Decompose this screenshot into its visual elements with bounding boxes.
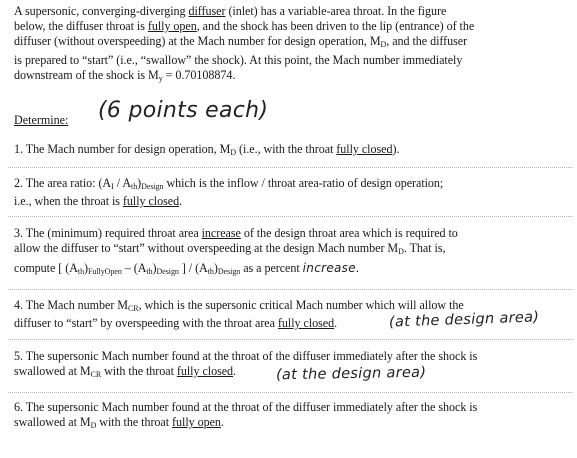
divider-1 bbox=[8, 167, 573, 168]
divider-3 bbox=[8, 289, 573, 290]
question-3 bbox=[14, 226, 570, 280]
diffuser-term: diffuser bbox=[188, 4, 226, 18]
question-5-line-2: swallowed at $M_{CR}$ with the throat fully closed. bbox=[14, 364, 237, 380]
question-1: 1. The Mach number for design operation, $M_D$ (i.e., with the throat fully closed). bbox=[14, 142, 400, 157]
handwritten-increase-note: increase. bbox=[302, 261, 361, 276]
determine-label: Determine: bbox=[14, 113, 69, 127]
divider-5 bbox=[8, 392, 573, 393]
increase-term: increase bbox=[201, 226, 241, 240]
handwritten-points-note: (6 points each) bbox=[98, 98, 269, 123]
question-4-line-1: 4. The Mach number $M_{CR}$, which is the supersonic critical Mach number which will allow the bbox=[14, 298, 464, 313]
question-6-line-2: swallowed at $M_D$ with the throat fully open. bbox=[14, 415, 224, 431]
question-6 bbox=[14, 400, 570, 433]
question-4-line-2: diffuser to “start” by overspeeding with the throat area fully closed. bbox=[14, 316, 338, 331]
question-2 bbox=[14, 176, 570, 209]
question-2-line-2: i.e., when the throat is fully closed. bbox=[14, 194, 183, 209]
question-3-line-3: compute [ $(A_{th})_{FullyOpen} - (A_{th})_{Design}$ ] / $(A_{th})_{Design}$ as a percent increase. bbox=[14, 261, 361, 277]
question-5-line-1: 5. The supersonic Mach number found at the throat of the diffuser immediately after the shock is bbox=[14, 349, 478, 363]
handwritten-design-area-note-2: (at the design area) bbox=[275, 364, 427, 384]
question-2-line-1: 2. The area ratio: $(A_I / A_{th})_{Design}$ which is the inflow / throat area-ratio of design operation; bbox=[14, 176, 444, 191]
intro-line-3: diffuser (without overspeeding) at the Mach number for design operation, $M_D$, and the diffuser bbox=[14, 34, 468, 50]
intro-line-1: A supersonic, converging-diverging diffuser (inlet) has a variable-area throat. In the figure bbox=[14, 4, 447, 18]
divider-4 bbox=[8, 339, 573, 340]
handwritten-design-area-note-1: (at the design area) bbox=[388, 309, 540, 331]
intro-line-4: is prepared to “start” (i.e., “swallow” the shock). At this point, the Mach number immediately bbox=[14, 52, 463, 67]
intro-line-5: downstream of the shock is $M_y = 0.70108874$. bbox=[14, 67, 236, 83]
question-6-line-1: 6. The supersonic Mach number found at the throat of the diffuser immediately after the shock is bbox=[14, 400, 478, 414]
question-3-line-1: 3. The (minimum) required throat area increase of the design throat area which is required to bbox=[14, 226, 458, 240]
intro-line-2: below, the diffuser throat is fully open, and the shock has been driven to the lip (entrance) of the bbox=[14, 19, 475, 34]
divider-2 bbox=[8, 216, 573, 217]
question-3-line-2: allow the diffuser to “start” without overspeeding at the design Mach number $M_D$. That is, bbox=[14, 241, 446, 257]
intro-paragraph bbox=[14, 4, 570, 86]
